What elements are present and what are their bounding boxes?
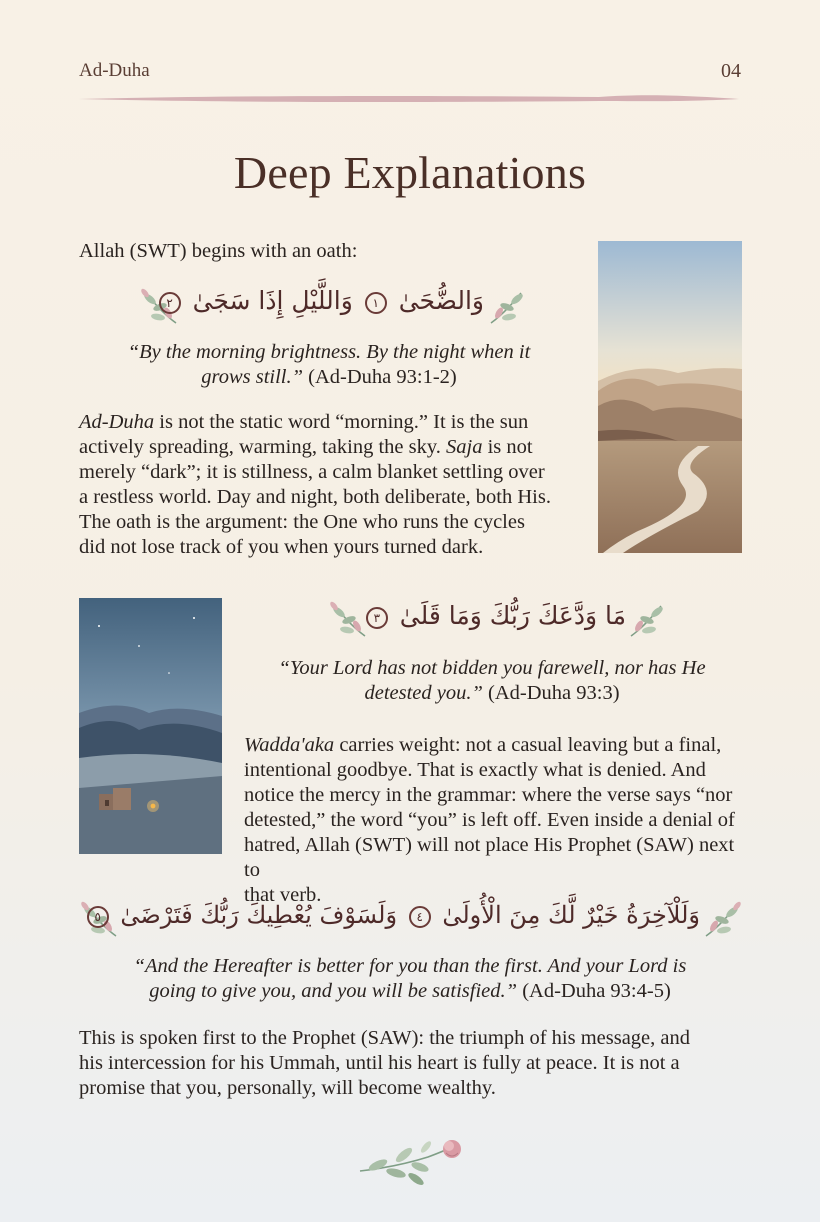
verse-reference: (Ad-Duha 93:1-2) [303, 366, 457, 388]
arabic-verse-1-2 [166, 286, 484, 315]
paragraph-line: a restless world. Day and night, both deliberate, both His. [79, 486, 551, 508]
paragraph-line: carries weight: not a casual leaving but a final, [334, 734, 722, 756]
right-sprig-icon [627, 600, 671, 640]
paragraph-line: that verb. [244, 884, 322, 906]
arabic-verse-4-5 [94, 901, 700, 929]
arabic-verse-5: وَلَسَوْفَ يُعْطِيكَ رَبُّكَ فَتَرْضَىٰ [120, 901, 398, 929]
arabic-verse-text: مَا وَدَّعَكَ رَبُّكَ وَمَا قَلَىٰ [399, 601, 626, 630]
explanation-paragraph-2 [244, 733, 744, 908]
arabic-verse-3 [372, 601, 626, 630]
quote-line: “And the Hereafter is better for you than the first. And your Lord is [133, 955, 687, 977]
translation-quote-1 [79, 340, 579, 390]
arabic-verse-1: وَالضُّحَىٰ [398, 286, 484, 315]
paragraph-line: notice the mercy in the grammar: where the verse says “nor [244, 784, 733, 806]
page-number: 04 [721, 60, 741, 82]
desert-valley-illustration [598, 241, 742, 553]
ayah-number-1: ١ [365, 292, 387, 314]
quote-line: “Your Lord has not bidden you farewell, nor has He [278, 657, 706, 679]
paragraph-line: The oath is the argument: the One who runs the cycles [79, 511, 525, 533]
arabic-verse-4: وَلَلْآخِرَةُ خَيْرٌ لَّكَ مِنَ الْأُولَىٰ [442, 901, 700, 929]
page-title: Deep Explanations [233, 147, 587, 198]
quote-line: detested you.” [364, 682, 483, 704]
night-landscape-illustration [79, 598, 222, 854]
quote-line: “By the morning brightness. By the night when it [127, 341, 531, 363]
paragraph-line: is not [487, 436, 533, 458]
paragraph-line: actively spreading, warming, taking the sky. [79, 436, 441, 458]
translation-quote-3 [79, 954, 741, 1004]
right-sprig-icon [487, 287, 531, 327]
ayah-number-3: ٣ [366, 607, 388, 629]
verse-reference: (Ad-Duha 93:4-5) [517, 980, 671, 1002]
paragraph-line: is not the static word “morning.” It is the sun [159, 411, 529, 433]
right-sprig-icon [702, 900, 746, 940]
ayah-number-5: ٥ [87, 906, 109, 928]
paragraph-line: This is spoken first to the Prophet (SAW): the triumph of his message, and [79, 1027, 690, 1049]
term-waddaaka: Wadda'aka [244, 734, 335, 756]
header-divider [79, 91, 739, 107]
ayah-number-4: ٤ [409, 906, 431, 928]
ayah-number-2: ٢ [159, 292, 181, 314]
paragraph-line: intentional goodbye. That is exactly what is denied. And [244, 759, 706, 781]
term-ad-duha: Ad-Duha [79, 411, 155, 433]
arabic-verse-2: وَاللَّيْلِ إِذَا سَجَىٰ [192, 286, 353, 315]
quote-line: grows still.” [201, 366, 304, 388]
explanation-paragraph-1 [79, 410, 589, 560]
paragraph-line: merely “dark”; it is stillness, a calm blanket settling over [79, 461, 545, 483]
paragraph-line: did not lose track of you when yours turned dark. [79, 536, 484, 558]
verse-reference: (Ad-Duha 93:3) [482, 682, 620, 704]
floral-ornament-icon [356, 1133, 466, 1189]
paragraph-line: hatred, Allah (SWT) will not place His Prophet (SAW) next to [244, 834, 735, 881]
paragraph-line: promise that you, personally, will become wealthy. [79, 1077, 496, 1099]
quote-line: going to give you, and you will be satisfied.” [149, 980, 518, 1002]
paragraph-line: his intercession for his Ummah, until his heart is fully at peace. It is not a [79, 1052, 680, 1074]
chapter-name: Ad-Duha [79, 60, 150, 81]
intro-text: Allah (SWT) begins with an oath: [79, 240, 358, 262]
explanation-paragraph-3 [79, 1026, 743, 1101]
paragraph-line: detested,” the word “you” is left off. Even inside a denial of [244, 809, 735, 831]
translation-quote-2 [244, 656, 740, 706]
term-saja: Saja [446, 436, 483, 458]
